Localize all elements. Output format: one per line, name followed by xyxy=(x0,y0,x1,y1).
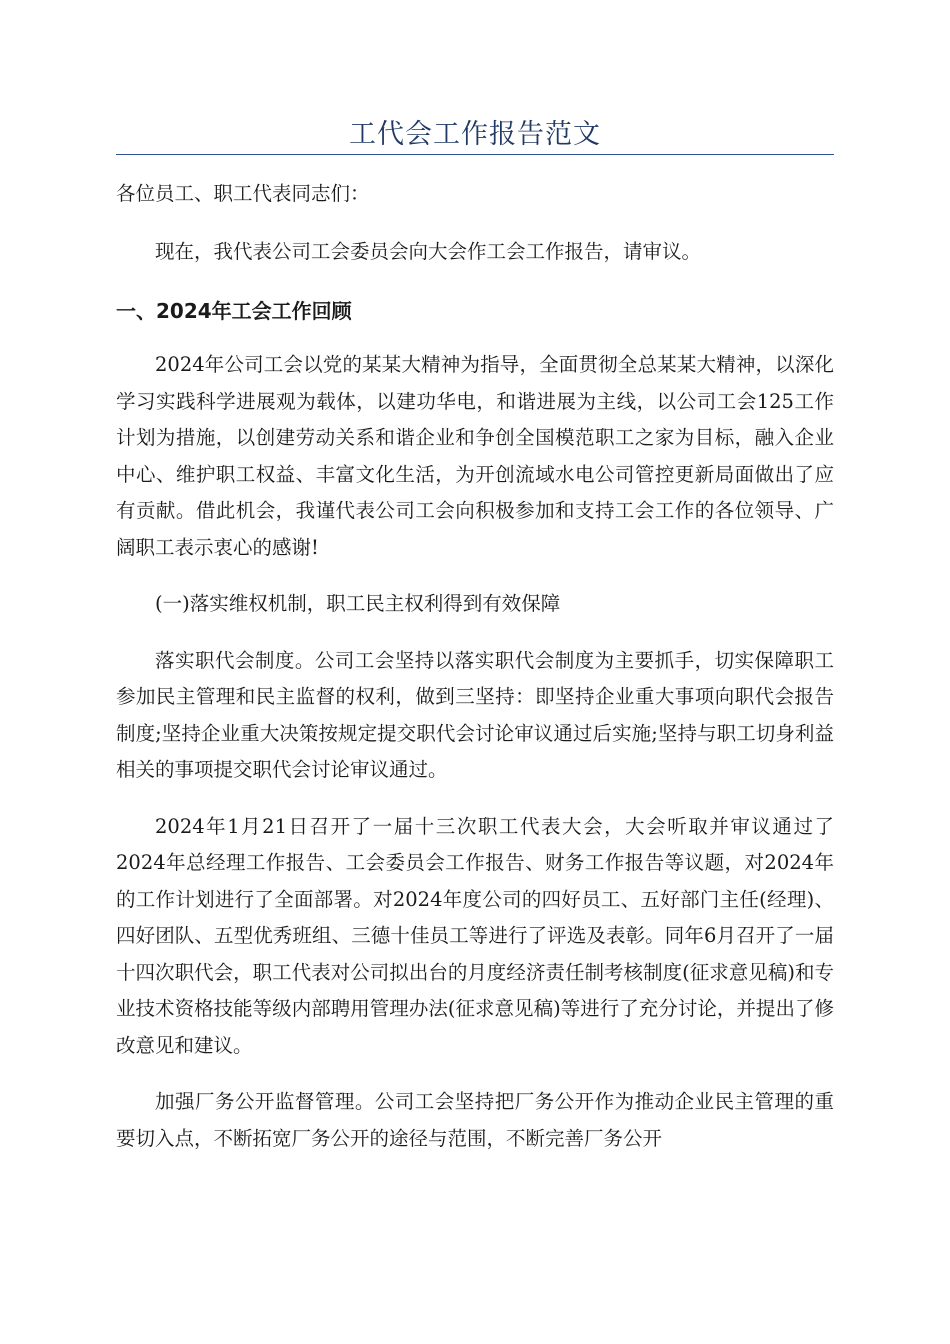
body-paragraph: 落实职代会制度。公司工会坚持以落实职代会制度为主要抓手，切实保障职工参加民主管理和民主监督的权利，做到三坚持：即坚持企业重大事项向职代会报告制度;坚持企业重大决策按规定提交职代会讨论审议通过后实施;坚持与职工切身利益相关的事项提交职代会讨论审议通过。 xyxy=(116,648,834,781)
salutation: 各位员工、职工代表同志们： xyxy=(116,182,370,205)
title-underline xyxy=(116,154,834,155)
body-paragraph: 2024年1月21日召开了一届十三次职工代表大会，大会听取并审议通过了2024年总经理工作报告、工会委员会工作报告、财务工作报告等议题，对2024年的工作计划进行了全面部署。对2024年度公司的四好员工、五好部门主任(经理)、四好团队、五型优秀班组、三德十佳员工等进行了评选及表彰。同年6月召开了一届十四次职代会，职工代表对公司拟出台的月度经济责任制考核制度(征求意见稿)和专业技术资格技能等级内部聘用管理办法(征求意见稿)等进行了充分讨论，并提出了修改意见和建议。 xyxy=(116,814,834,1057)
body-paragraph: 2024年公司工会以党的某某大精神为指导，全面贯彻全总某某大精神，以深化学习实践科学进展观为载体，以建功华电，和谐进展为主线，以公司工会125工作计划为措施，以创建劳动关系和谐企业和争创全国模范职工之家为目标，融入企业中心、维护职工权益、丰富文化生活，为开创流域水电公司管控更新局面做出了应有贡献。借此机会，我谨代表公司工会向积极参加和支持工会工作的各位领导、广阔职工表示衷心的感谢! xyxy=(116,353,834,559)
document-title: 工代会工作报告范文 xyxy=(349,119,601,150)
body-paragraph: 加强厂务公开监督管理。公司工会坚持把厂务公开作为推动企业民主管理的重要切入点，不断拓宽厂务公开的途径与范围，不断完善厂务公开 xyxy=(116,1090,834,1150)
subsection-heading: (一)落实维权机制，职工民主权利得到有效保障 xyxy=(155,592,561,615)
intro-paragraph: 现在，我代表公司工会委员会向大会作工会工作报告，请审议。 xyxy=(155,239,702,263)
section-heading: 一、2024年工会工作回顾 xyxy=(116,299,352,323)
document-page xyxy=(116,0,834,1157)
